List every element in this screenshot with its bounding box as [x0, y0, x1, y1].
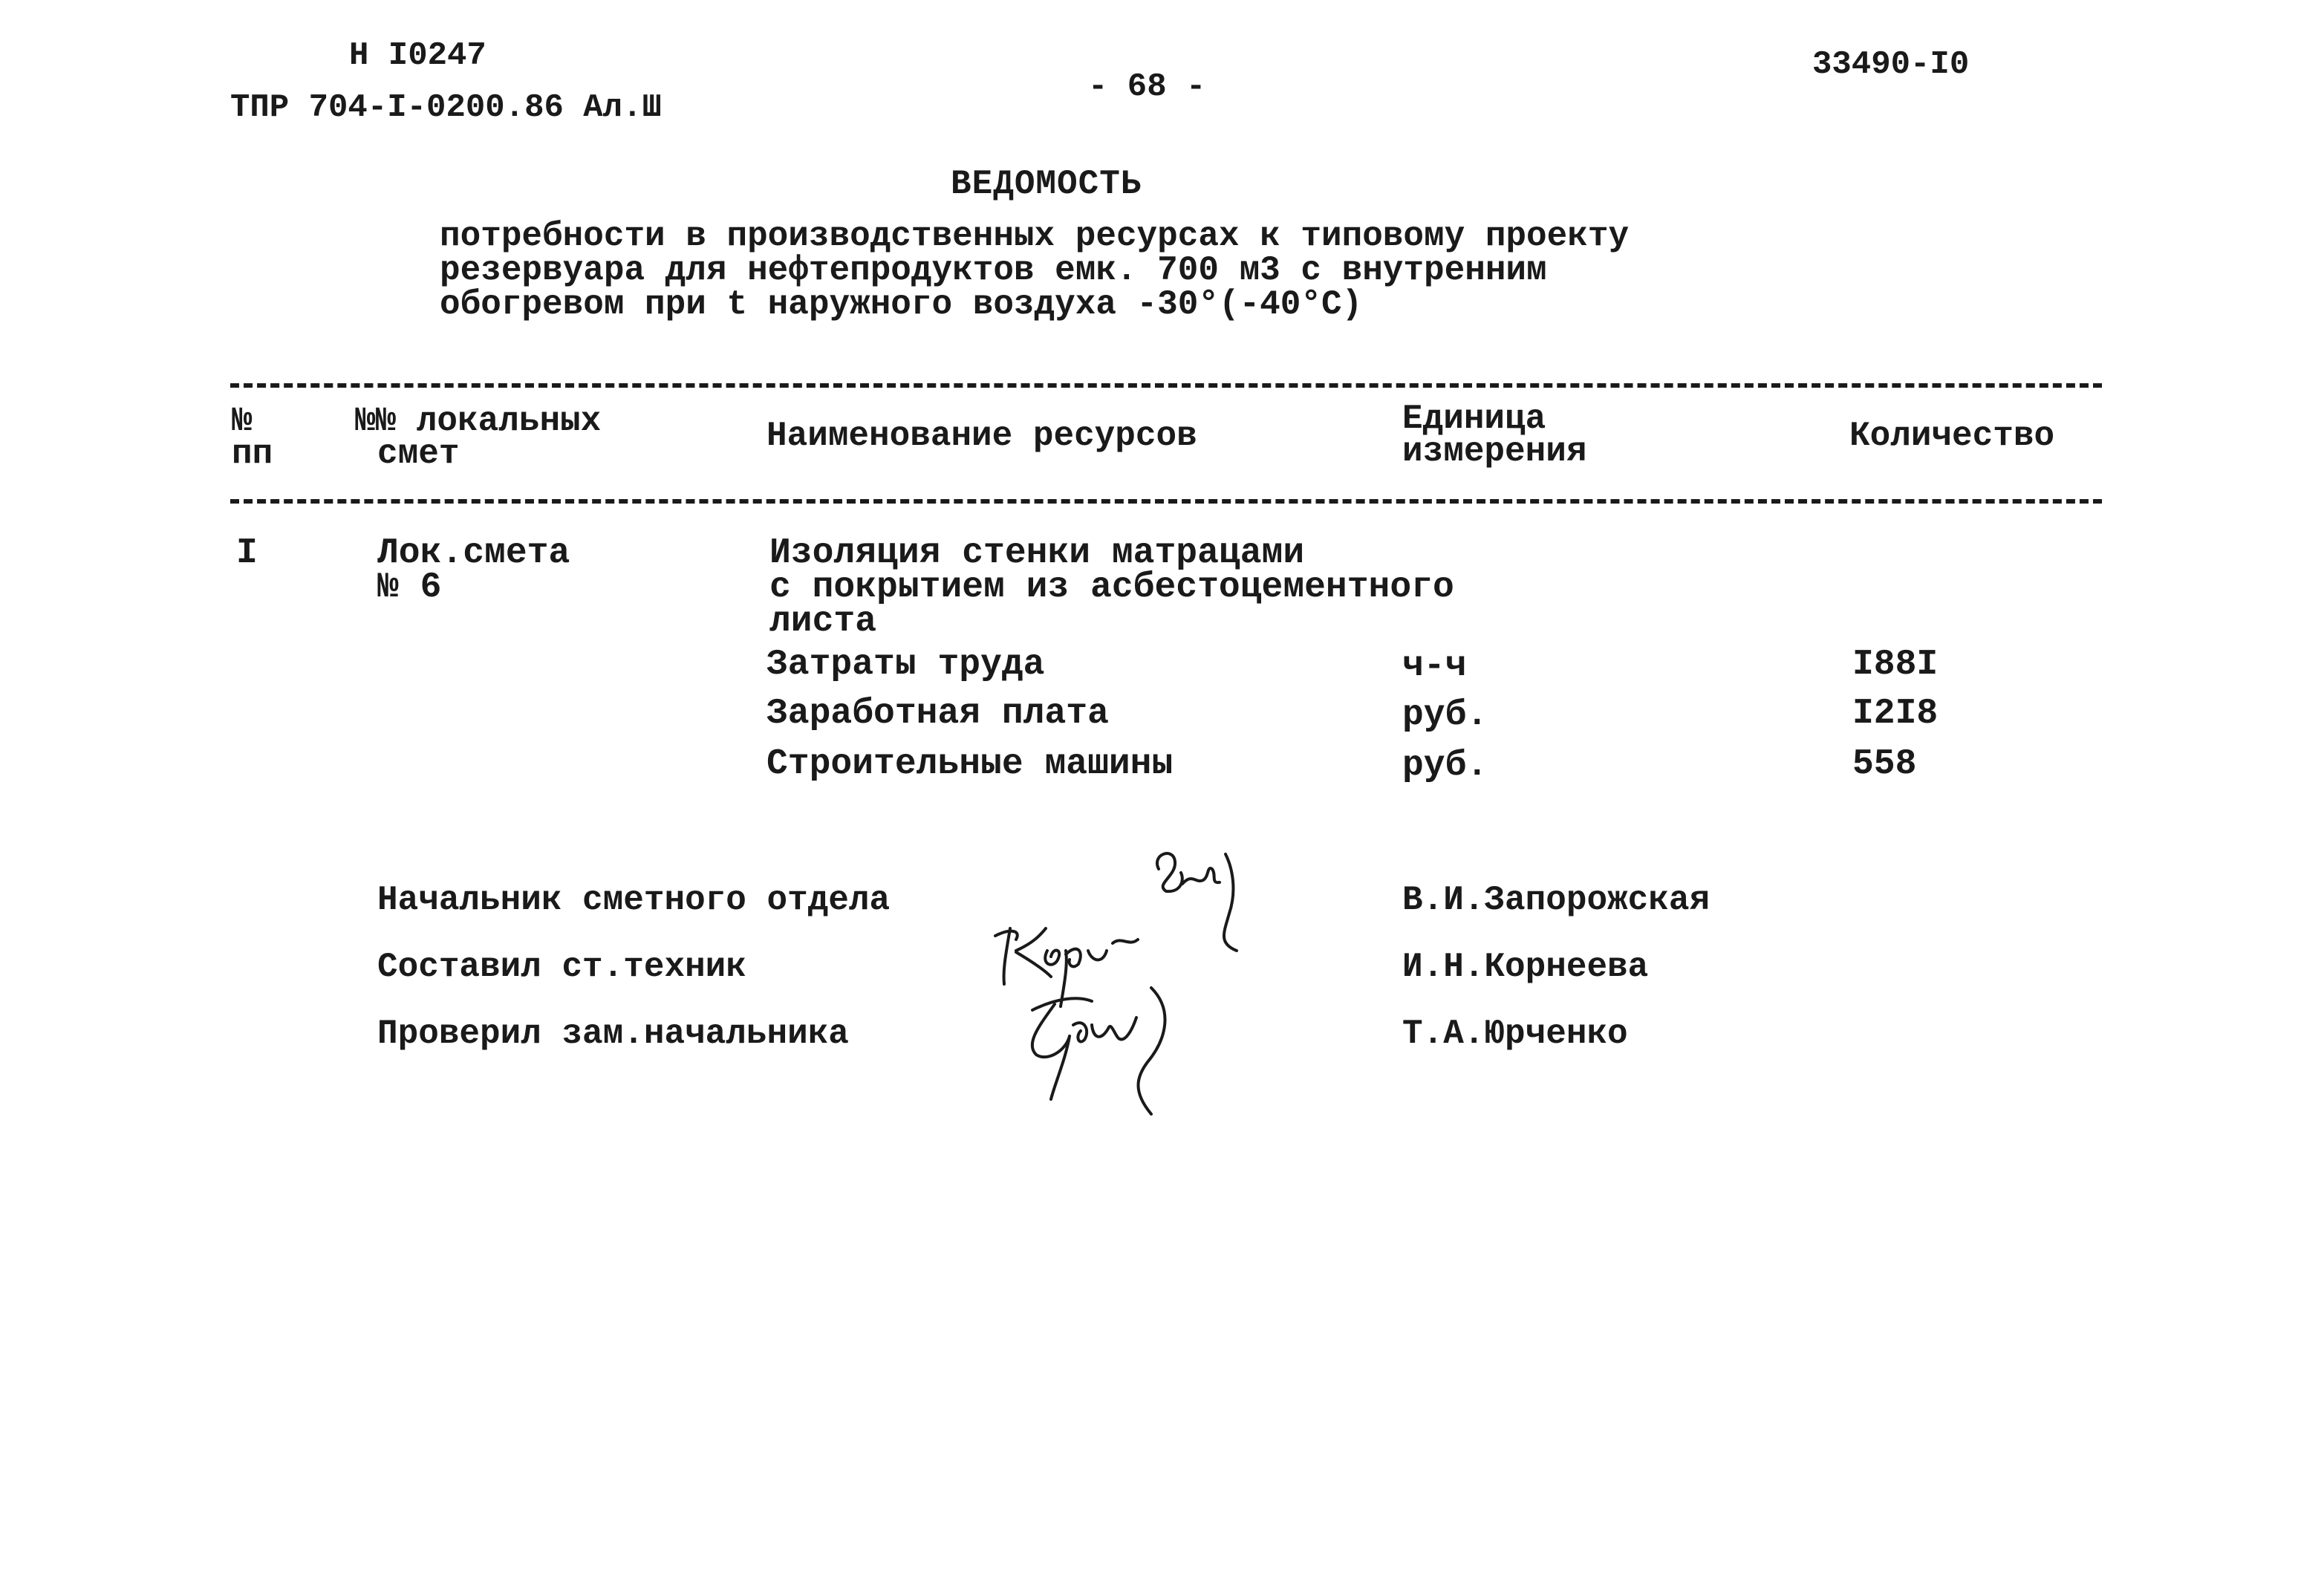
handwritten-signatures: [980, 839, 1277, 1121]
signature-role-head: Начальник сметного отдела: [377, 881, 891, 919]
document-title: ВЕДОМОСТЬ: [951, 165, 1142, 204]
table-top-rule: [230, 383, 2102, 388]
page-number: - 68 -: [1088, 68, 1206, 105]
doc-code-project: ТПР 704-I-0200.86 Ал.Ш: [230, 89, 662, 126]
subtitle-line-1: потребности в производственных ресурсах к типовому проекту: [440, 217, 1630, 255]
col-header-quantity: Количество: [1849, 417, 2055, 455]
item-name-machines: Строительные машины: [766, 744, 1174, 784]
row-smeta-line1: Лок.смета: [377, 533, 570, 573]
col-header-smeta-line1: №№ локальных: [355, 402, 602, 440]
col-header-name: Наименование ресурсов: [766, 417, 1197, 455]
signature-head: [1157, 853, 1237, 951]
row-number: I: [236, 533, 258, 573]
signature-checker: [1032, 988, 1165, 1114]
signature-name-head: В.И.Запорожская: [1402, 881, 1711, 919]
doc-code-top-right: 33490-I0: [1812, 46, 1970, 83]
row-resource-group: [769, 533, 1454, 642]
signature-compiler: [995, 928, 1138, 1006]
col-header-smeta-line2: смет: [377, 434, 460, 473]
item-unit-labor: ч-ч: [1402, 646, 1467, 686]
doc-code-top-left: Н I0247: [349, 37, 486, 74]
col-header-number-line1: №: [232, 402, 253, 440]
document-subtitle: [440, 219, 1629, 322]
item-qty-labor: I88I: [1852, 645, 1939, 685]
col-header-number: [232, 402, 273, 473]
signature-name-checker: Т.А.Юрченко: [1402, 1015, 1628, 1053]
col-header-unit-line1: Единица: [1402, 400, 1546, 438]
item-name-wages: Заработная плата: [766, 694, 1109, 734]
row-resource-group-line1: Изоляция стенки матрацами: [769, 533, 1305, 573]
subtitle-line-2: резервуара для нефтепродуктов емк. 700 м3 с внутренним: [440, 251, 1547, 290]
row-smeta-line2: № 6: [377, 567, 442, 608]
item-qty-machines: 558: [1852, 744, 1917, 784]
signature-role-checker: Проверил зам.начальника: [377, 1015, 849, 1053]
col-header-unit-line2: измерения: [1402, 432, 1587, 471]
row-smeta: [377, 533, 570, 608]
col-header-smeta: [355, 402, 602, 473]
subtitle-line-3: обогревом при t наружного воздуха -30°(-40°С): [440, 285, 1363, 324]
row-resource-group-line3: листа: [769, 602, 877, 642]
col-header-unit: [1402, 400, 1587, 471]
item-unit-wages: руб.: [1402, 695, 1488, 735]
table-header-rule: [230, 499, 2102, 504]
row-resource-group-line2: с покрытием из асбестоцементного: [769, 567, 1454, 608]
item-unit-machines: руб.: [1402, 746, 1488, 786]
item-qty-wages: I2I8: [1852, 694, 1939, 734]
item-name-labor: Затраты труда: [766, 645, 1045, 685]
col-header-number-line2: пп: [232, 434, 273, 473]
signature-name-compiler: И.Н.Корнеева: [1402, 948, 1649, 986]
signature-role-compiler: Составил ст.техник: [377, 948, 746, 986]
